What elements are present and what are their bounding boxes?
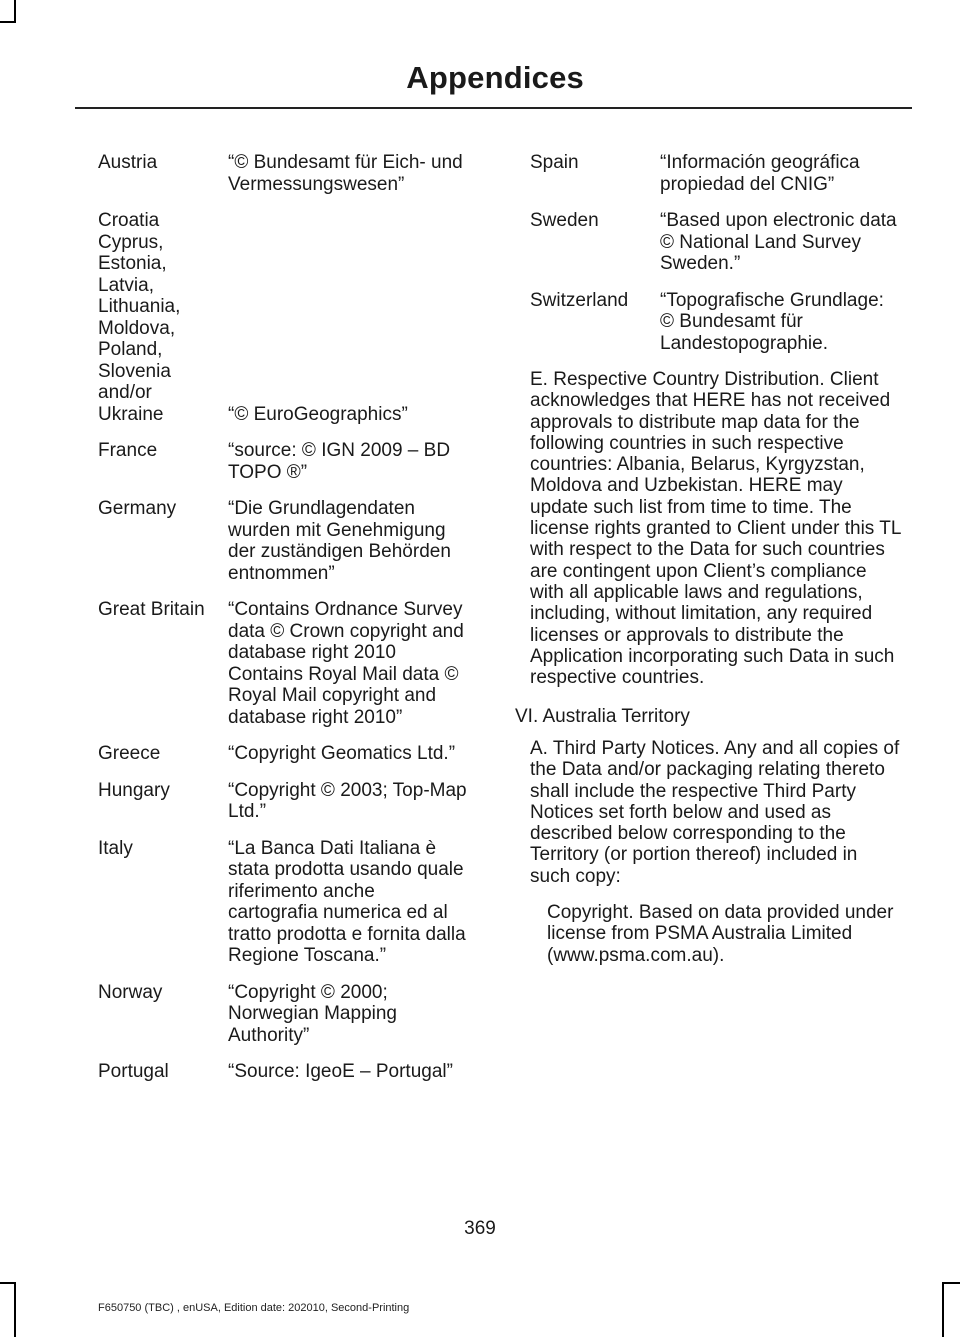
country-name: Spain: [530, 152, 579, 173]
table-row: [98, 838, 468, 967]
table-row: [530, 290, 901, 355]
country-name: Hungary: [98, 779, 170, 801]
table-row: [98, 498, 468, 584]
table-row: [98, 1061, 468, 1083]
crop-mark: [0, 21, 16, 23]
copyright-notice: “© Bundesamt für Eich- und Vermessungswesen”: [228, 152, 463, 195]
table-row: [530, 210, 901, 275]
copyright-notice: “Copyright Geomatics Ltd.”: [228, 743, 456, 764]
footer-text: F650750 (TBC) , enUSA, Edition date: 202010, Second-Printing: [98, 1302, 410, 1314]
table-row: [98, 440, 468, 483]
paragraph-e: E. Respective Country Distribution. Client acknowledges that HERE has not received approvals to distribute map data for the following countries in such respective countries: Albania, Belarus, Kyrgyzstan, Moldova and Uzbekistan. HERE may update such list from time to time. The license rights granted to Client under this TL with respect to the Data for such countries are contingent upon Client’s compliance with all applicable laws and regulations, including, without limitation, any required licenses or approvals to distribute the Application incorporating such Data in such respective countries.: [530, 369, 901, 689]
country-name: Germany: [98, 498, 177, 519]
crop-mark: [942, 1282, 960, 1284]
crop-mark: [0, 1282, 16, 1284]
table-row: [98, 780, 468, 823]
crop-mark: [942, 1282, 944, 1337]
country-name: Great Britain: [98, 599, 205, 620]
page-number: 369: [464, 1218, 496, 1239]
country-name: Greece: [98, 743, 161, 764]
table-row: [98, 210, 468, 425]
paragraph-copyright: Copyright. Based on data provided under license from PSMA Australia Limited (www.psma.com.au).: [547, 902, 894, 966]
table-row: [98, 599, 468, 728]
section-heading: VI. Australia Territory: [515, 706, 690, 728]
country-name: Italy: [98, 837, 133, 859]
table-row: [530, 152, 901, 195]
crop-mark: [14, 0, 16, 22]
copyright-notice: “La Banca Dati Italiana è stata prodotta usando quale riferimento anche cartografia numerica ed al tratto prodotta e fornita dalla Regione Toscana.”: [228, 837, 466, 966]
copyright-notice: “source: © IGN 2009 – BD TOPO ®”: [228, 440, 451, 483]
copyright-notice: “Based upon electronic data © National Land Survey Sweden.”: [660, 210, 897, 274]
table-row: [98, 743, 468, 765]
country-name: Austria: [98, 152, 158, 173]
copyright-notice: “Source: IgeoE – Portugal”: [228, 1061, 453, 1082]
page-title: Appendices: [406, 60, 584, 95]
table-row: [98, 982, 468, 1047]
copyright-notice: “Copyright © 2000; Norwegian Mapping Authority”: [228, 981, 397, 1046]
copyright-notice: “Copyright © 2003; Top-Map Ltd.”: [228, 779, 467, 822]
right-column: [515, 152, 901, 966]
copyright-notice: “Información geográfica propiedad del CNIG”: [660, 152, 860, 195]
header-divider: [75, 107, 912, 109]
country-name: Sweden: [530, 210, 599, 231]
table-row: [98, 152, 468, 195]
left-column: [98, 152, 468, 1098]
copyright-notice: “Die Grundlagendaten wurden mit Genehmigung der zuständigen Behörden entnommen”: [228, 498, 451, 584]
country-name: Croatia Cyprus, Estonia, Latvia, Lithuania, Moldova, Poland, Slovenia and/or Ukraine: [98, 210, 181, 425]
country-name: Portugal: [98, 1061, 169, 1082]
country-name: France: [98, 440, 158, 461]
country-name: Switzerland: [530, 289, 629, 311]
copyright-notice: “Topografische Grundlage: © Bundesamt für Landestopographie.: [660, 289, 884, 354]
copyright-notice: “© EuroGeographics”: [228, 403, 408, 425]
paragraph-a: A. Third Party Notices. Any and all copies of the Data and/or packaging relating thereto shall include the respective Third Party Notices set forth below and used as described below corresponding to the Territory (or portion thereof) included in such copy:: [530, 737, 900, 887]
crop-mark: [14, 1282, 16, 1337]
copyright-notice: “Contains Ordnance Survey data © Crown copyright and database right 2010 Contains Royal Mail data © Royal Mail copyright and database right 2010”: [228, 599, 464, 728]
country-name: Norway: [98, 981, 163, 1003]
